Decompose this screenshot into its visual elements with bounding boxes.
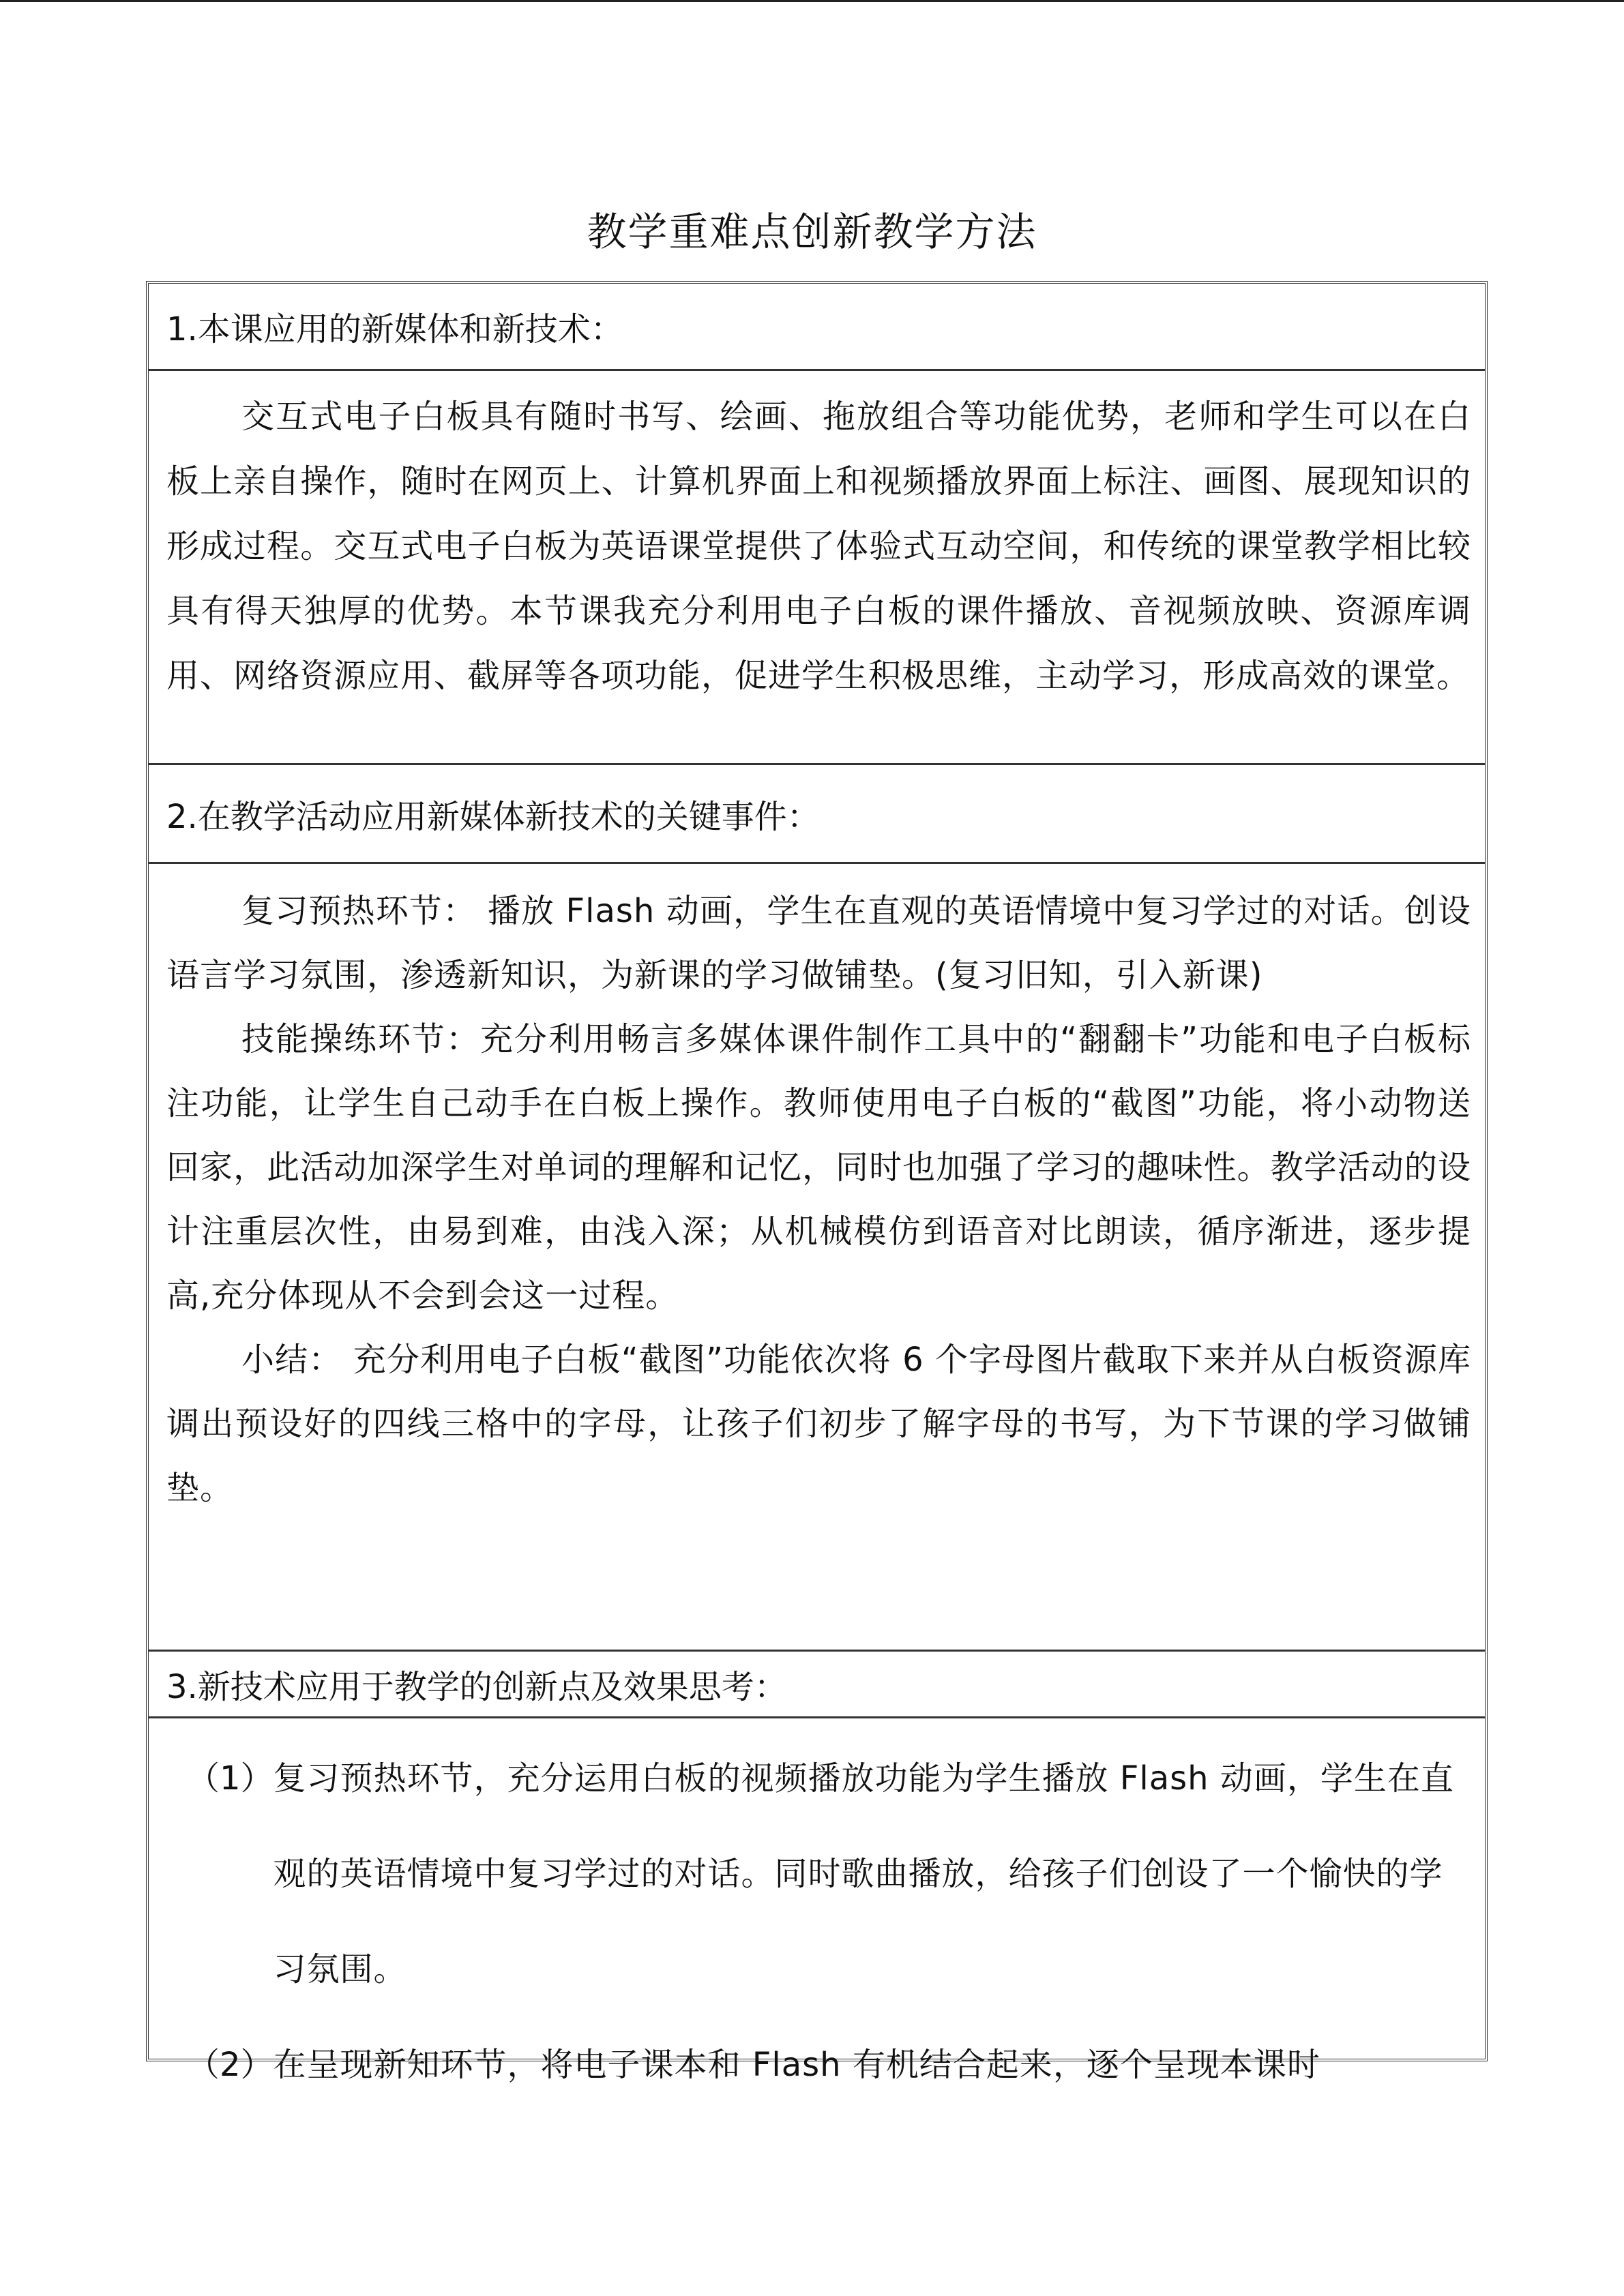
section2-paragraph-review: 复习预热环节： 播放 Flash 动画，学生在直观的英语情境中复习学过的对话。创设语言学习氛围，渗透新知识，为新课的学习做铺垫。(复习旧知，引入新课): [166, 892, 1471, 994]
section1-heading: 1.本课应用的新媒体和新技术：: [166, 310, 623, 348]
section2-heading: 2.在教学活动应用新媒体新技术的关键事件：: [166, 797, 820, 836]
section1-heading-row: [149, 284, 1485, 369]
list-item: [187, 2017, 1471, 2113]
section3-heading-row: [149, 1650, 1485, 1716]
page-title: 教学重难点创新教学方法: [587, 209, 1037, 255]
section2-heading-row: [149, 763, 1485, 862]
list-item: [187, 1731, 1471, 2017]
method-table: [146, 281, 1488, 2084]
section2-paragraph-summary: 小结： 充分利用电子白板“截图”功能依次将 6 个字母图片截取下来并从白板资源库调出预设好的四线三格中的字母，让孩子们初步了解字母的书写，为下节课的学习做铺垫。: [166, 1341, 1471, 1507]
section3-body-row: [149, 1716, 1485, 2084]
top-border-line: [0, 0, 1624, 2]
section3-heading: 3.新技术应用于教学的创新点及效果思考：: [166, 1668, 787, 1706]
section2-body-row: [149, 862, 1485, 1650]
list-item-number: （1）: [187, 1759, 274, 1798]
list-item-text: 在呈现新知环节，将电子课本和 Flash 有机结合起来，逐个呈现本课时: [273, 2046, 1320, 2084]
section1-body-row: [149, 369, 1485, 763]
section1-paragraph: 交互式电子白板具有随时书写、绘画、拖放组合等功能优势，老师和学生可以在白板上亲自操作，随时在网页上、计算机界面上和视频播放界面上标注、画图、展现知识的形成过程。交互式电子白板为英语课堂提供了体验式互动空间，和传统的课堂教学相比较具有得天独厚的优势。本节课我充分利用电子白板的课件播放、音视频放映、资源库调用、网络资源应用、截屏等各项功能，促进学生积极思维，主动学习，形成高效的课堂。: [166, 398, 1471, 695]
list-item-text: 复习预热环节，充分运用白板的视频播放功能为学生播放 Flash 动画，学生在直观的英语情境中复习学过的对话。同时歌曲播放，给孩子们创设了一个愉快的学习氛围。: [273, 1759, 1454, 1988]
list-item-number: （2）: [187, 2046, 274, 2084]
section2-paragraph-practice: 技能操练环节：充分利用畅言多媒体课件制作工具中的“翻翻卡”功能和电子白板标注功能，让学生自己动手在白板上操作。教师使用电子白板的“截图”功能，将小动物送回家，此活动加深学生对单词的理解和记忆，同时也加强了学习的趣味性。教学活动的设计注重层次性，由易到难，由浅入深；从机械模仿到语音对比朗读，循序渐进，逐步提高,充分体现从不会到会这一过程。: [166, 1020, 1471, 1315]
